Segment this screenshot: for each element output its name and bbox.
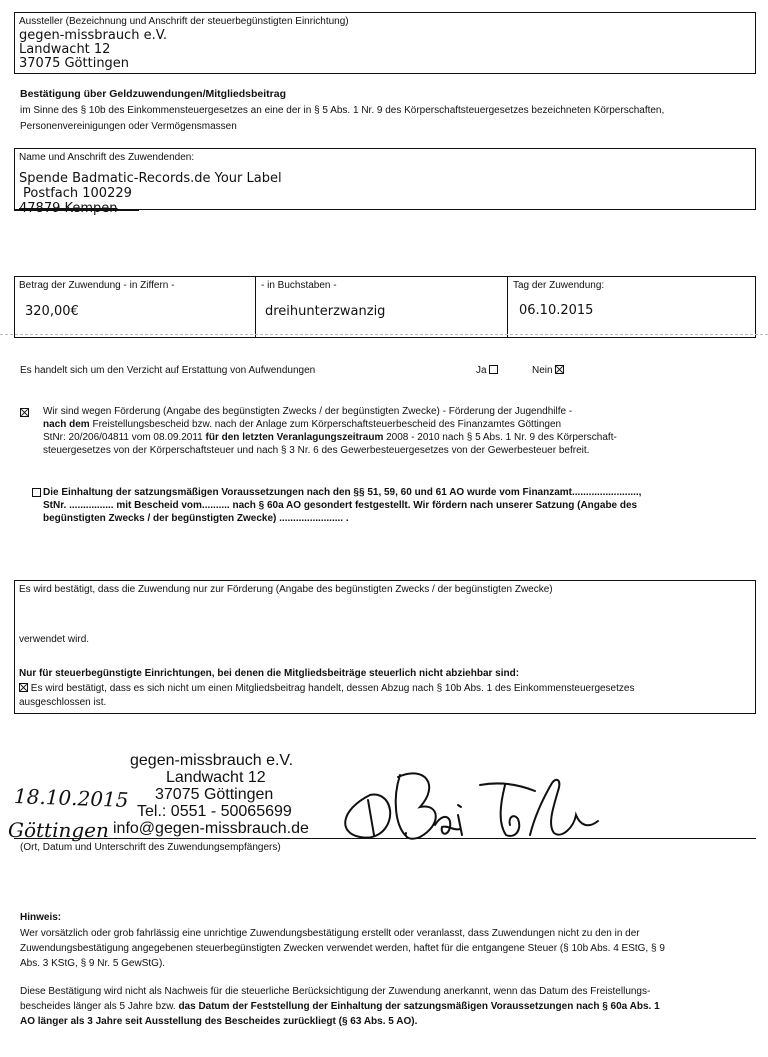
membership-line2: ausgeschlossen ist.: [19, 697, 107, 708]
amount-divider-2: [507, 277, 508, 337]
exemption1-line3-bold: für den letzten Veranlagungszeitraum: [205, 432, 384, 443]
notice-p1-line1: Wer vorsätzlich oder grob fahrlässig eine unrichtige Zuwendungsbestätigung erstellt oder veranlasst, dass Zuwendungen nicht zu den in der: [20, 928, 640, 939]
issuer-label: Aussteller (Bezeichnung und Anschrift der steuerbegünstigten Einrichtung): [19, 16, 349, 27]
stamp-name: gegen-missbrauch e.V.: [130, 752, 294, 769]
notice-p2-line1: Diese Bestätigung wird nicht als Nachweis für die steuerliche Berücksichtigung der Zuwendung anerkannt, wenn das Datum des Freistellungs-: [20, 986, 651, 997]
confirmation-line2: Personenvereinigungen oder Vermögensmassen: [20, 121, 237, 132]
donor-strike-line: [14, 210, 139, 211]
amount-digits-label: Betrag der Zuwendung - in Ziffern -: [19, 280, 175, 291]
donor-box: [14, 148, 756, 216]
issuer-name: gegen-missbrauch e.V.: [19, 28, 168, 43]
notice-paragraph-1: [20, 926, 665, 971]
exemption1-line1: Wir sind wegen Förderung (Angabe des begünstigten Zwecks / der begünstigten Zwecke) - Förderung der Jugendhilfe -: [43, 406, 573, 417]
stamp-city: 37075 Göttingen: [155, 786, 274, 803]
amount-date-value: 06.10.2015: [519, 303, 594, 318]
amount-date-label: Tag der Zuwendung:: [513, 280, 605, 291]
membership-line1: Es wird bestätigt, dass es sich nicht um einen Mitgliedsbeitrag handelt, dessen Abzug nach § 10b Abs. 1 des Einkommensteuergesetzes: [30, 683, 635, 694]
notice-paragraph-2: [20, 984, 660, 1029]
issuer-city: 37075 Göttingen: [19, 56, 130, 71]
amount-box: [14, 276, 756, 338]
scan-fold-line: [0, 334, 768, 335]
exemption2-line3: begünstigten Zwecks / der begünstigten Zwecke) ....................... .: [43, 513, 349, 524]
usage-used: verwendet wird.: [19, 634, 90, 645]
stamp-street: Landwacht 12: [166, 769, 266, 786]
notice-p2-line2-a: bescheides länger als 5 Jahre bzw.: [20, 1001, 179, 1012]
signature-caption: (Ort, Datum und Unterschrift des Zuwendungsempfängers): [20, 842, 281, 853]
confirmation-title: Bestätigung über Geldzuwendungen/Mitgliedsbeitrag: [20, 88, 287, 100]
stamp-phone: Tel.: 0551 - 50065699: [137, 803, 292, 820]
waiver-no[interactable]: [532, 364, 564, 377]
notice-title: Hinweis:: [20, 912, 62, 923]
membership-confirmation: [19, 682, 634, 695]
usage-label: Es wird bestätigt, dass die Zuwendung nur zur Förderung (Angabe des begünstigten Zwecks / der begünstigten Zwecke): [19, 584, 553, 595]
waiver-question: Es handelt sich um den Verzicht auf Erstattung von Aufwendungen: [20, 365, 316, 376]
handwritten-place: Göttingen: [8, 818, 109, 842]
donor-street: Postfach 100229: [23, 186, 132, 201]
confirmation-line1: im Sinne des § 10b des Einkommensteuergesetzes an eine der in § 5 Abs. 1 Nr. 9 des Körperschaftsteuergesetzes bezeichneten Körperschaften,: [20, 105, 665, 116]
amount-words-value: dreihunterzwanzig: [265, 304, 386, 319]
notice-p1-line2: Zuwendungsbestätigung angegebenen steuerbegünstigten Zwecken verwendet werden, haftet für die entgangene Steuer (§ 10b Abs. 4 EStG, § 9: [20, 943, 665, 954]
notice-p2-line2: [20, 999, 660, 1014]
waiver-yes-label: Ja: [476, 365, 487, 376]
exemption2-text: [43, 486, 641, 525]
amount-words-label: - in Buchstaben -: [261, 280, 337, 291]
donor-name: Spende Badmatic-Records.de Your Label: [19, 171, 282, 186]
exemption1-line3: [43, 431, 617, 444]
membership-title: Nur für steuerbegünstigte Einrichtungen, bei denen die Mitgliedsbeiträge steuerlich nicht abziehbar sind:: [19, 668, 520, 679]
signature-image: [330, 755, 610, 850]
waiver-no-checkbox[interactable]: [555, 365, 564, 374]
donor-label: Name und Anschrift des Zuwendenden:: [19, 152, 195, 163]
waiver-no-label: Nein: [532, 365, 553, 376]
amount-divider-1: [255, 277, 256, 337]
notice-p2-line2-bold: das Datum der Feststellung der Einhaltung der satzungsmäßigen Voraussetzungen nach § 60a Abs. 1: [178, 1001, 660, 1012]
exemption1-line2-rest: Freistellungsbescheid bzw. nach der Anlage zum Körperschaftsteuerbescheid des Finanzamtes Göttingen: [89, 419, 562, 430]
exemption1-text: [43, 405, 617, 457]
exemption1-line2-bold: nach dem: [43, 419, 90, 430]
exemption1-line3-a: StNr: 20/206/04811 vom 08.09.2011: [43, 432, 206, 443]
stamp-email: info@gegen-missbrauch.de: [113, 820, 309, 837]
waiver-yes[interactable]: [476, 364, 498, 377]
exemption1-line3-b: 2008 - 2010 nach § 5 Abs. 1 Nr. 9 des Körperschaft-: [383, 432, 617, 443]
signature-line: [14, 838, 756, 839]
exemption2-line2: StNr. ................ mit Bescheid vom.......... nach § 60a AO gesondert festgestellt. Wir fördern nach unserer Satzung (Angabe des: [43, 500, 638, 511]
issuer-street: Landwacht 12: [19, 42, 111, 57]
notice-p2-line3: AO länger als 3 Jahre seit Ausstellung des Bescheides zurückliegt (§ 63 Abs. 5 AO).: [20, 1016, 418, 1027]
exemption1-line4: steuergesetzes von der Körperschaftsteuer und nach § 3 Nr. 6 des Gewerbesteuergesetzes von der Gewerbesteuer befreit.: [43, 445, 590, 456]
exemption2-checkbox[interactable]: [32, 488, 41, 497]
handwritten-date: 18.10.2015: [13, 784, 129, 812]
exemption2-line1: Die Einhaltung der satzungsmäßigen Voraussetzungen nach den §§ 51, 59, 60 und 61 AO wurde vom Finanzamt........................,: [43, 487, 642, 498]
waiver-yes-checkbox[interactable]: [489, 365, 498, 374]
exemption1-line2: [43, 418, 617, 431]
membership-checkbox[interactable]: [19, 683, 28, 692]
issuer-box: [14, 12, 756, 74]
donor-city: 47879 Kempen: [19, 201, 118, 216]
usage-box: [14, 580, 756, 714]
amount-digits-value: 320,00€: [25, 304, 79, 319]
exemption1-checkbox[interactable]: [20, 408, 29, 417]
notice-p1-line3: Abs. 3 KStG, § 9 Nr. 5 GewStG).: [20, 958, 166, 969]
